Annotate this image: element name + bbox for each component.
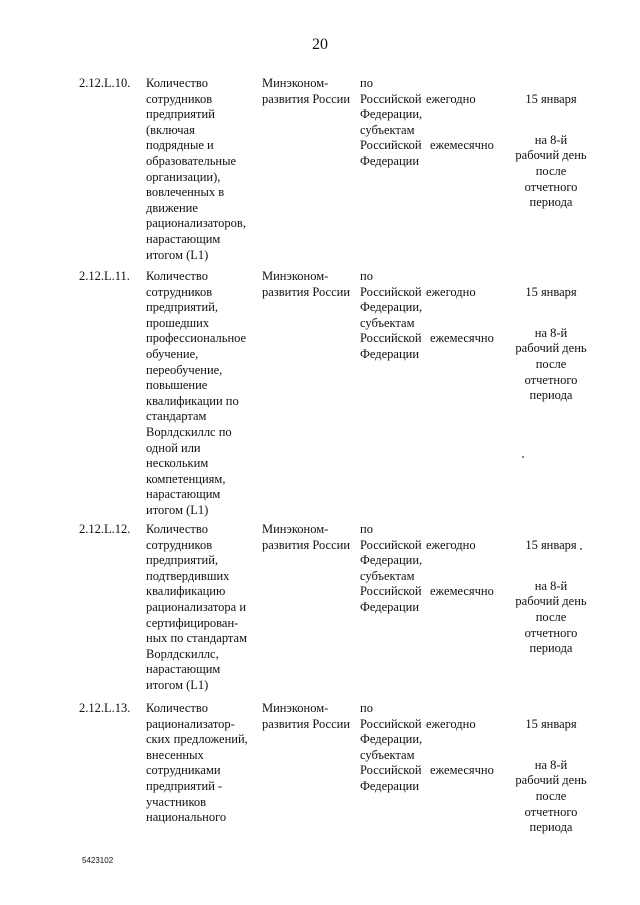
reporting-period: [426, 76, 502, 170]
indicator-code: 2.12.L.13.: [79, 701, 131, 715]
deadline-annual: 15 января: [525, 91, 577, 106]
reporting-deadline: [507, 522, 595, 672]
deadline-annual: 15 января: [525, 284, 577, 299]
indicator-name: Количество сотрудников предприятий, прошедших профессиональное обучение, переобучение, повышение квалификации по стандартам Ворлдскиллс по одной или нескольким компетенциям, нарастающим итогом (L1): [146, 269, 247, 517]
period-monthly: ежемесячно: [430, 138, 494, 153]
deadline-monthly: на 8-й рабочий день после отчетного периода: [515, 132, 587, 210]
aggregation-level: по Российской Федерации, субъектам Российской Федерации: [360, 269, 423, 361]
reporting-period: [426, 269, 502, 363]
indicator-name: Количество сотрудников предприятий (включая подрядные и образовательные организации), вовлеченных в движение рационализаторов, нарастающим итогом (L1): [146, 76, 246, 262]
reporting-deadline: [507, 701, 595, 851]
period-annual: ежегодно: [426, 91, 476, 106]
deadline-annual: 15 января: [525, 716, 577, 731]
aggregation-level: по Российской Федерации, субъектам Российской Федерации: [360, 701, 423, 793]
reporting-deadline: [507, 76, 595, 226]
responsible-body: Минэконом- развития России: [262, 269, 351, 299]
deadline-monthly: на 8-й рабочий день после отчетного периода: [515, 325, 587, 403]
scan-speck: [580, 548, 582, 550]
indicator-name: Количество сотрудников предприятий, подтвердивших квалификацию рационализатора и сертифицирован- ных по стандартам Ворлдскиллс, нарастающим итогом (L1): [146, 522, 247, 692]
indicator-code: 2.12.L.12.: [79, 522, 131, 536]
period-monthly: ежемесячно: [430, 584, 494, 599]
period-annual: ежегодно: [426, 284, 476, 299]
responsible-body: Минэконом- развития России: [262, 701, 351, 731]
period-monthly: ежемесячно: [430, 763, 494, 778]
footer-document-code: 5423102: [82, 856, 114, 865]
aggregation-level: по Российской Федерации, субъектам Российской Федерации: [360, 76, 423, 168]
reporting-period: [426, 701, 502, 795]
scan-speck: [522, 456, 524, 458]
page-number: 20: [312, 36, 328, 53]
indicator-code: 2.12.L.11.: [79, 269, 130, 283]
deadline-monthly: на 8-й рабочий день после отчетного периода: [515, 757, 587, 835]
reporting-deadline: [507, 269, 595, 419]
responsible-body: Минэконом- развития России: [262, 522, 351, 552]
reporting-period: [426, 522, 502, 616]
aggregation-level: по Российской Федерации, субъектам Российской Федерации: [360, 522, 423, 614]
responsible-body: Минэконом- развития России: [262, 76, 351, 106]
indicator-name: Количество рационализатор- ских предложений, внесенных сотрудниками предприятий - участников национального: [146, 701, 248, 825]
deadline-monthly: на 8-й рабочий день после отчетного периода: [515, 578, 587, 656]
period-annual: ежегодно: [426, 716, 476, 731]
period-annual: ежегодно: [426, 537, 476, 552]
indicator-code: 2.12.L.10.: [79, 76, 131, 90]
deadline-annual: 15 января: [525, 537, 577, 552]
period-monthly: ежемесячно: [430, 331, 494, 346]
